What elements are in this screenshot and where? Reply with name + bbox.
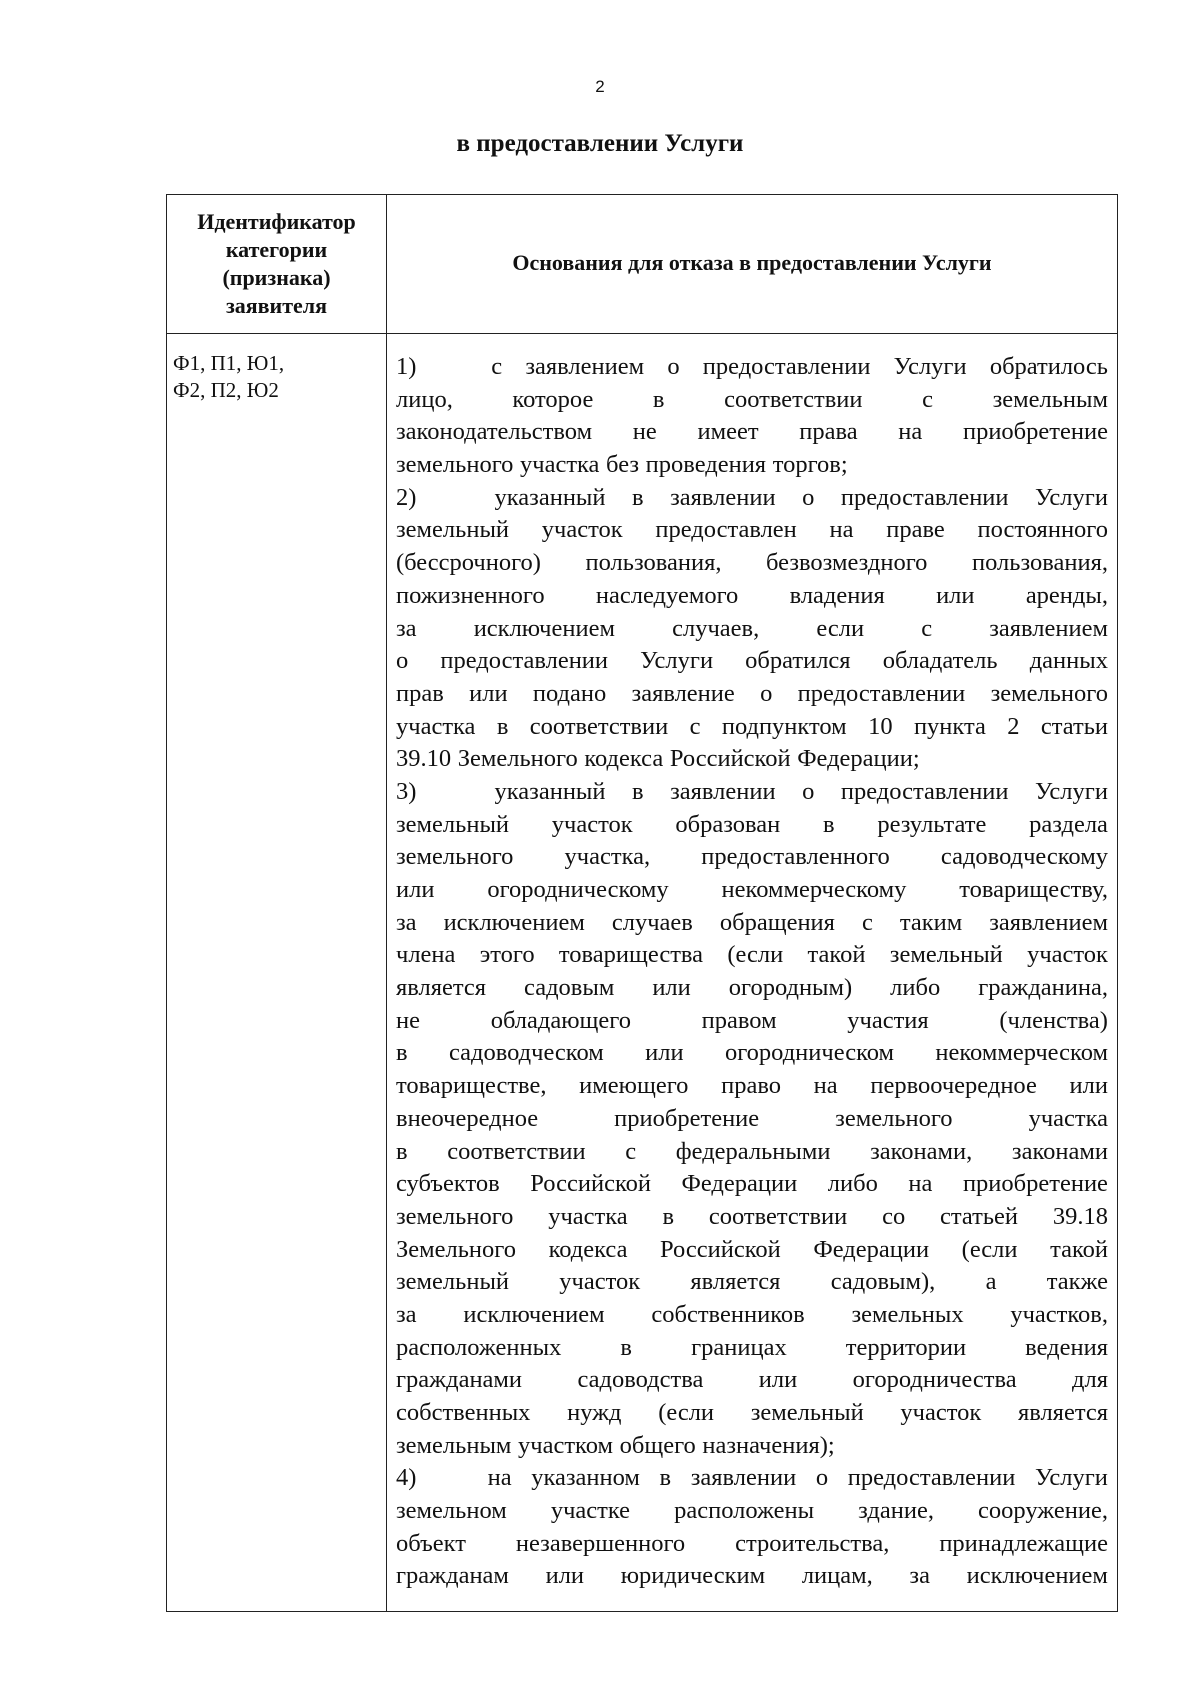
word: исключением xyxy=(443,908,585,936)
word: 10 xyxy=(868,712,893,740)
word: земельного xyxy=(396,451,514,479)
word: а xyxy=(985,1268,997,1296)
text-line xyxy=(396,874,1108,907)
word: с xyxy=(921,614,933,642)
header-line: Идентификатор xyxy=(197,209,356,234)
word: (если xyxy=(658,1399,715,1426)
word: соответствии xyxy=(724,385,863,413)
text-line xyxy=(396,841,1108,874)
word: статьей xyxy=(940,1202,1019,1230)
word: на xyxy=(898,418,923,446)
word: о xyxy=(396,647,409,675)
word: земельного xyxy=(396,1202,514,1230)
word: или xyxy=(936,581,975,609)
word: соответствии xyxy=(529,712,669,740)
word: предоставлении xyxy=(702,353,871,380)
text-line xyxy=(396,613,1108,646)
word: за xyxy=(396,1300,417,1328)
word: в xyxy=(659,1464,672,1492)
word: расположены xyxy=(674,1497,815,1525)
word: предоставлении xyxy=(847,1464,1016,1492)
word: исключением xyxy=(473,614,615,642)
word: или xyxy=(758,1366,798,1394)
word: назначения); xyxy=(702,1431,835,1459)
text-line xyxy=(396,907,1108,940)
word: предоставлении xyxy=(840,777,1009,805)
word: предоставлении xyxy=(797,679,966,707)
word: о xyxy=(815,1464,829,1492)
word: пожизненного xyxy=(396,581,545,609)
text-line xyxy=(396,711,1108,744)
word: в xyxy=(652,385,665,413)
word: в xyxy=(396,1137,408,1165)
text-line xyxy=(396,645,1108,678)
word: с xyxy=(861,908,873,936)
text-line xyxy=(396,1430,1108,1463)
word: участке xyxy=(550,1497,631,1525)
word: строительства, xyxy=(735,1529,890,1557)
text-line xyxy=(396,1299,1108,1332)
word: обладатель xyxy=(882,647,998,675)
word: со xyxy=(882,1202,906,1230)
word: участка, xyxy=(564,843,651,871)
word: указанный xyxy=(494,777,606,805)
word: участков, xyxy=(1010,1300,1108,1328)
word: является xyxy=(690,1268,781,1296)
text-line xyxy=(396,1201,1108,1234)
word: предоставлении xyxy=(440,647,609,675)
word: образован xyxy=(675,810,781,838)
word: огородничества xyxy=(852,1366,1017,1394)
word: собственных xyxy=(396,1399,531,1426)
word: проведения xyxy=(645,451,767,479)
word: подано xyxy=(532,679,607,707)
word: незавершенного xyxy=(515,1529,686,1557)
word: о xyxy=(802,777,815,805)
word: о xyxy=(667,353,680,380)
word: также xyxy=(1046,1268,1108,1296)
word: садоводческому xyxy=(940,843,1108,871)
word: право xyxy=(721,1072,781,1100)
word: Услуги xyxy=(640,647,714,675)
word: в xyxy=(822,810,835,838)
word: территории xyxy=(845,1333,967,1361)
column-divider xyxy=(386,195,387,1611)
word: на xyxy=(813,1072,838,1100)
document-title: в предоставлении Услуги xyxy=(456,130,744,157)
word: общего xyxy=(619,1431,696,1459)
word: владения xyxy=(789,581,885,609)
word: обладающего xyxy=(490,1006,631,1034)
word: Российской xyxy=(530,1170,651,1198)
word: Федерации xyxy=(813,1235,930,1263)
word: садоводства xyxy=(577,1366,704,1394)
word: если xyxy=(816,614,865,642)
word: обратился xyxy=(745,647,851,675)
word: законодательством xyxy=(396,418,593,446)
word: Земельного xyxy=(457,745,578,773)
word: раздела xyxy=(1029,810,1108,838)
word: участком xyxy=(518,1431,613,1459)
word: (членства) xyxy=(999,1006,1108,1034)
word: случаев xyxy=(611,908,693,936)
word: с xyxy=(689,712,701,740)
word: пункта xyxy=(913,712,986,740)
word: заявление xyxy=(631,679,735,707)
text-line xyxy=(396,1397,1108,1430)
word: товариществу, xyxy=(959,876,1108,903)
word: Услуги xyxy=(1035,1464,1108,1492)
text-line xyxy=(396,939,1108,972)
word: такой xyxy=(1050,1235,1108,1263)
word: без xyxy=(606,451,640,479)
word: земельный xyxy=(750,1399,864,1426)
word: которое xyxy=(512,385,594,413)
word: в xyxy=(632,483,644,511)
header-line: (признака) xyxy=(222,265,331,290)
header-refusal-grounds: Основания для отказа в предоставлении Услуги xyxy=(512,250,992,275)
text-line xyxy=(396,1560,1108,1593)
text-line xyxy=(396,1234,1108,1267)
word: за xyxy=(396,614,417,642)
word: о xyxy=(802,483,815,511)
word: 4) xyxy=(396,1464,417,1492)
word: участка xyxy=(520,451,600,479)
word: участия xyxy=(847,1006,929,1034)
word: садоводческом xyxy=(448,1039,604,1067)
word: участка xyxy=(548,1202,628,1230)
word: статьи xyxy=(1040,712,1108,740)
word: субъектов xyxy=(396,1170,500,1198)
word: участка xyxy=(396,712,476,740)
word: предоставленного xyxy=(701,843,890,871)
text-line xyxy=(396,482,1108,515)
word: 39.18 xyxy=(1052,1202,1108,1230)
text-line xyxy=(396,449,1108,482)
text-line xyxy=(396,1528,1108,1561)
word: на xyxy=(829,516,854,544)
word: безвозмездного xyxy=(766,549,928,577)
word: обратилось xyxy=(989,353,1108,380)
word: Российской xyxy=(669,745,791,773)
text-line xyxy=(396,1332,1108,1365)
text-line xyxy=(396,580,1108,613)
word: имеющего xyxy=(579,1072,689,1100)
word: земельный xyxy=(889,941,1003,969)
word: участок xyxy=(559,1268,641,1296)
text-line xyxy=(396,972,1108,1005)
word: земельного xyxy=(835,1104,953,1132)
word: законами, xyxy=(870,1137,973,1165)
word: такой xyxy=(807,941,866,969)
word: Услуги xyxy=(893,353,967,380)
word: земельный xyxy=(396,1268,510,1296)
word: в xyxy=(632,777,644,805)
word: (если xyxy=(727,941,784,969)
text-line xyxy=(396,1070,1108,1103)
word: случаев, xyxy=(672,614,760,642)
word: или xyxy=(469,679,508,707)
word: данных xyxy=(1029,647,1108,675)
header-line: заявителя xyxy=(225,293,328,318)
word: границах xyxy=(691,1333,787,1361)
word: на xyxy=(908,1170,933,1198)
word: законами xyxy=(1011,1137,1108,1165)
text-line xyxy=(396,776,1108,809)
header-divider xyxy=(167,333,1117,334)
word: является xyxy=(1017,1399,1108,1426)
word: земельном xyxy=(396,1497,507,1525)
word: не xyxy=(632,418,657,446)
text-line xyxy=(396,1266,1108,1299)
word: прав xyxy=(396,679,444,707)
word: Федерации; xyxy=(797,745,920,773)
word: земельным xyxy=(992,385,1108,413)
text-line xyxy=(396,1005,1108,1038)
text-line xyxy=(396,416,1108,449)
word: результате xyxy=(877,810,987,838)
word: либо xyxy=(827,1170,878,1198)
text-line xyxy=(396,1136,1108,1169)
word: земельного xyxy=(396,843,514,871)
word: заявлении xyxy=(670,483,776,511)
word: Федерации xyxy=(681,1170,798,1198)
word: в xyxy=(662,1202,675,1230)
word: участок xyxy=(551,810,633,838)
word: заявлением xyxy=(989,908,1108,936)
word: кодекса xyxy=(548,1235,628,1263)
text-line xyxy=(396,1364,1108,1397)
word: юридическим xyxy=(620,1562,766,1590)
word: или xyxy=(396,876,435,903)
word: участок xyxy=(900,1399,982,1426)
word: с xyxy=(922,385,933,413)
word: 2 xyxy=(1007,712,1020,740)
word: исключением xyxy=(966,1562,1108,1590)
text-line xyxy=(396,351,1108,384)
word: гражданина, xyxy=(978,974,1108,1002)
word: или xyxy=(652,974,691,1002)
word: на xyxy=(487,1464,512,1492)
word: земельным xyxy=(396,1431,512,1459)
word: гражданам xyxy=(396,1562,509,1590)
word: 1) xyxy=(396,353,417,380)
word: имеет xyxy=(697,418,759,446)
word: соответствии xyxy=(708,1202,848,1230)
word: члена xyxy=(396,941,456,969)
word: наследуемого xyxy=(595,581,739,609)
word: приобретение xyxy=(962,418,1108,446)
text-line xyxy=(396,743,1108,776)
word: таким xyxy=(899,908,963,936)
text-line xyxy=(396,1168,1108,1201)
word: (если xyxy=(961,1235,1018,1263)
word: здание, xyxy=(858,1497,934,1525)
text-line xyxy=(396,1037,1108,1070)
word: за xyxy=(396,908,417,936)
word: приобретение xyxy=(614,1104,760,1132)
word: за xyxy=(909,1562,930,1590)
text-line xyxy=(396,547,1108,580)
word: пользования, xyxy=(585,549,722,577)
word: некоммерческом xyxy=(935,1039,1108,1067)
word: торгов; xyxy=(772,451,848,479)
word: внеочередное xyxy=(396,1104,539,1132)
word: нужд xyxy=(567,1399,622,1426)
word: или xyxy=(1069,1072,1108,1100)
word: лицо, xyxy=(396,385,453,413)
text-line xyxy=(396,1495,1108,1528)
text-line xyxy=(396,384,1108,417)
word: исключением xyxy=(463,1300,605,1328)
word: земельных xyxy=(851,1300,964,1328)
word: праве xyxy=(886,516,945,544)
word: собственников xyxy=(651,1300,805,1328)
word: Земельного xyxy=(396,1235,516,1263)
word: не xyxy=(396,1006,420,1034)
word: товариществе, xyxy=(396,1072,547,1100)
word: заявлении xyxy=(670,777,776,805)
word: лицам, xyxy=(801,1562,873,1590)
header-applicant-category xyxy=(167,208,386,320)
word: заявлении xyxy=(690,1464,797,1492)
word: Российской xyxy=(660,1235,781,1263)
word: участок xyxy=(541,516,623,544)
word: соответствии xyxy=(447,1137,586,1165)
word: земельный xyxy=(396,810,510,838)
word: постоянного xyxy=(977,516,1108,544)
word: является xyxy=(396,974,487,1002)
word: 2) xyxy=(396,483,417,511)
word: сооружение, xyxy=(978,1497,1108,1525)
text-line xyxy=(396,809,1108,842)
header-line: категории xyxy=(225,237,328,262)
word: указанном xyxy=(531,1464,640,1492)
word: предоставлен xyxy=(655,516,797,544)
word: или xyxy=(545,1562,585,1590)
word: принадлежащие xyxy=(939,1529,1108,1557)
word: заявлением xyxy=(989,614,1108,642)
word: огородным) xyxy=(728,974,853,1002)
word: пользования, xyxy=(972,549,1108,577)
word: некоммерческому xyxy=(721,876,907,903)
word: предоставлении xyxy=(840,483,1009,511)
word: участка xyxy=(1028,1104,1108,1132)
word: садовым xyxy=(524,974,615,1002)
word: с xyxy=(625,1137,637,1165)
word: кодекса xyxy=(584,745,664,773)
word: либо xyxy=(890,974,941,1002)
word: (бессрочного) xyxy=(396,549,541,577)
applicant-codes xyxy=(173,350,378,404)
word: земельный xyxy=(396,516,510,544)
word: первоочередное xyxy=(870,1072,1037,1100)
word: для xyxy=(1072,1366,1108,1394)
text-line xyxy=(396,514,1108,547)
refusal-grounds-text xyxy=(396,351,1108,1593)
word: в xyxy=(496,712,509,740)
word: огородническому xyxy=(487,876,669,903)
codes-line: Ф1, П1, Ю1, xyxy=(173,351,285,375)
word: указанный xyxy=(494,483,606,511)
word: с xyxy=(491,353,503,380)
word: приобретение xyxy=(962,1170,1108,1198)
text-line xyxy=(396,678,1108,711)
word: этого xyxy=(479,941,535,969)
word: в xyxy=(620,1333,632,1361)
word: 39.10 xyxy=(396,745,452,773)
word: обращения xyxy=(719,908,835,936)
refusal-grounds-table xyxy=(166,194,1118,1612)
word: аренды, xyxy=(1025,581,1108,609)
word: правом xyxy=(701,1006,777,1034)
word: участок xyxy=(1027,941,1108,969)
word: Услуги xyxy=(1035,777,1108,805)
page-number: 2 xyxy=(595,77,605,96)
word: расположенных xyxy=(396,1333,562,1361)
word: 3) xyxy=(396,777,417,805)
word: гражданами xyxy=(396,1366,523,1394)
word: заявлением xyxy=(525,353,645,380)
word: объект xyxy=(396,1529,466,1557)
word: о xyxy=(760,679,773,707)
word: Услуги xyxy=(1035,483,1108,511)
word: федеральными xyxy=(675,1137,831,1165)
word: подпунктом xyxy=(721,712,847,740)
word: товарищества xyxy=(558,941,704,969)
word: или xyxy=(645,1039,684,1067)
word: земельного xyxy=(990,679,1108,707)
word: огородническом xyxy=(724,1039,895,1067)
word: права xyxy=(799,418,858,446)
text-line xyxy=(396,1103,1108,1136)
codes-line: Ф2, П2, Ю2 xyxy=(173,378,279,402)
word: садовым), xyxy=(830,1268,936,1296)
text-line xyxy=(396,1462,1108,1495)
word: ведения xyxy=(1025,1333,1108,1361)
word: в xyxy=(396,1039,408,1067)
